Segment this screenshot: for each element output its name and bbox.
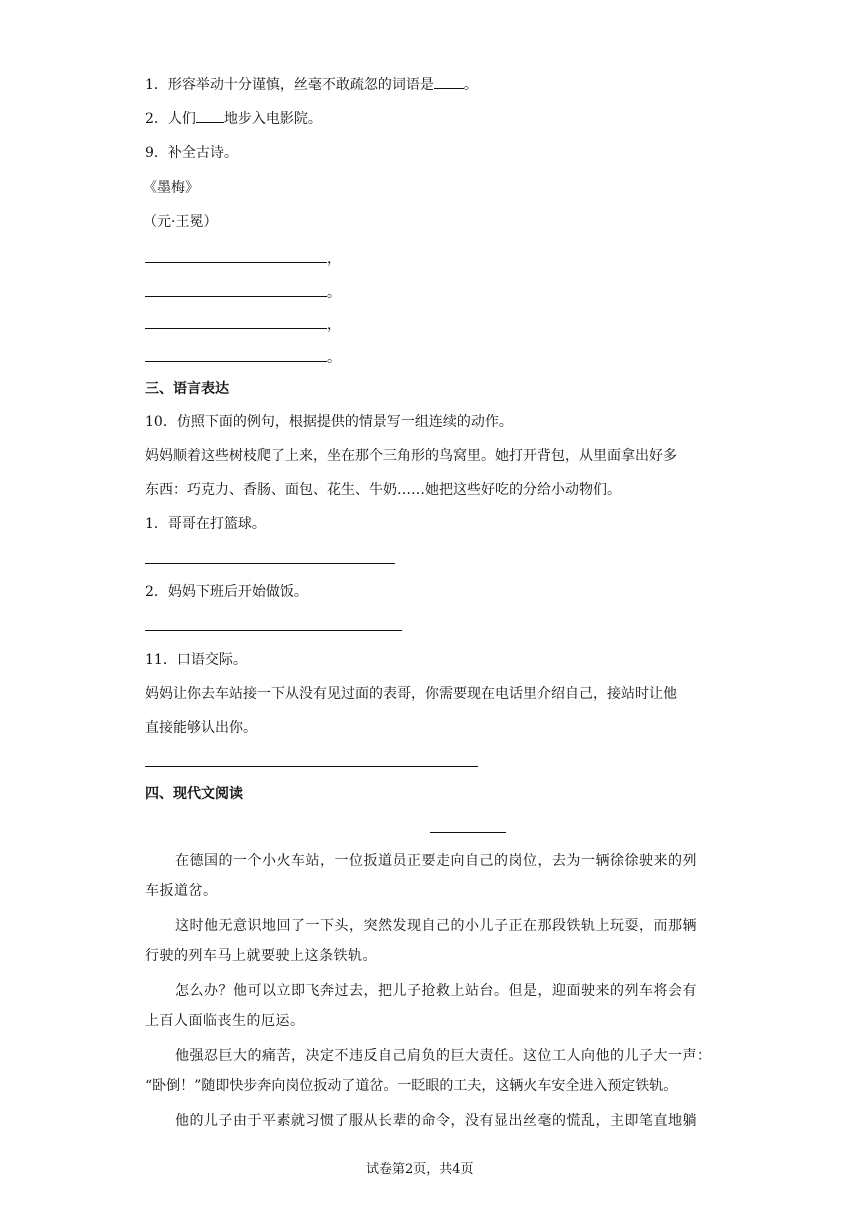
section-4-heading: 四、现代文阅读 (145, 786, 243, 802)
poem-line-2-end: 。 (327, 285, 341, 301)
poem-title: 《墨梅》 (143, 180, 199, 196)
section-3-heading: 三、语言表达 (145, 381, 229, 397)
poem-line-1 (145, 248, 341, 269)
q10-item-2: 2．妈妈下班后开始做饭。 (145, 584, 308, 600)
q8-item-2 (145, 108, 322, 129)
reading-p1-line-2: 车扳道岔。 (145, 883, 218, 899)
q10-title: 10．仿照下面的例句，根据提供的情景写一组连续的动作。 (145, 414, 513, 430)
q10-example-line-2: 东西：巧克力、香肠、面包、花生、牛奶……她把这些好吃的分给小动物们。 (145, 482, 621, 498)
q10-item-1-answer-line (145, 563, 395, 564)
q10-item-1: 1．哥哥在打篮球。 (145, 516, 266, 532)
reading-p1-line-1: 在德国的一个小火车站，一位扳道员正要走向自己的岗位，去为一辆徐徐驶来的列 (175, 853, 697, 869)
q11-prompt-line-2: 直接能够认出你。 (145, 720, 257, 736)
q10-item-2-answer-line (145, 630, 402, 631)
q11-title: 11．口语交际。 (145, 652, 247, 668)
poem-line-3 (145, 314, 341, 335)
q8-item-1-blank (434, 74, 464, 89)
q8-item-1-end: 。 (463, 77, 478, 93)
q10-example-line-1: 妈妈顺着这些树枝爬了上来，坐在那个三角形的鸟窝里。她打开背包，从里面拿出好多 (145, 448, 677, 464)
poem-line-3-end: ， (327, 317, 341, 333)
q8-item-2-end: 地步入电影院。 (223, 111, 322, 127)
poem-line-2-blank (145, 282, 327, 297)
poem-line-4-blank (145, 347, 327, 362)
reading-p2-line-2: 行驶的列车马上就要驶上这条铁轨。 (145, 948, 377, 964)
poem-line-4 (145, 347, 341, 368)
reading-p5-line-1: 他的儿子由于平素就习惯了服从长辈的命令，没有显出丝毫的慌乱，主即笔直地躺 (175, 1113, 697, 1129)
q8-item-1 (145, 74, 478, 95)
q8-item-1-text: 1．形容举动十分谨慎，丝毫不敢疏忽的词语是 (145, 77, 434, 93)
poem-line-3-blank (145, 314, 327, 329)
reading-p2-line-1: 这时他无意识地回了一下头，突然发现自己的小儿子正在那段铁轨上玩耍，而那辆 (175, 918, 697, 934)
q8-item-2-blank (196, 108, 224, 123)
reading-title-blank (430, 832, 506, 833)
q9-title: 9．补全古诗。 (145, 145, 238, 161)
reading-p4-line-1: 他强忍巨大的痛苦，决定不违反自己肩负的巨大责任。这位工人向他的儿子大一声： (175, 1048, 712, 1064)
q8-item-2-text: 2．人们 (145, 111, 196, 127)
q11-answer-line (145, 766, 478, 767)
q11-prompt-line-1: 妈妈让你去车站接一下从没有见过面的表哥，你需要现在电话里介绍自己，接站时让他 (145, 686, 677, 702)
poem-line-4-end: 。 (327, 350, 341, 366)
reading-p3-line-1: 怎么办？他可以立即飞奔过去，把儿子抢救上站台。但是，迎面驶来的列车将会有 (175, 983, 697, 999)
poem-line-1-end: ， (327, 251, 341, 267)
poem-line-2 (145, 282, 341, 303)
page-footer: 试卷第2页，共4页 (366, 1162, 474, 1177)
reading-p3-line-2: 上百人面临丧生的厄运。 (145, 1013, 305, 1029)
reading-p4-line-2: “卧倒！”随即快步奔向岗位扳动了道岔。一眨眼的工夫，这辆火车安全进入预定铁轨。 (145, 1078, 678, 1094)
poem-line-1-blank (145, 248, 327, 263)
poem-author: （元·王冕） (143, 214, 218, 230)
